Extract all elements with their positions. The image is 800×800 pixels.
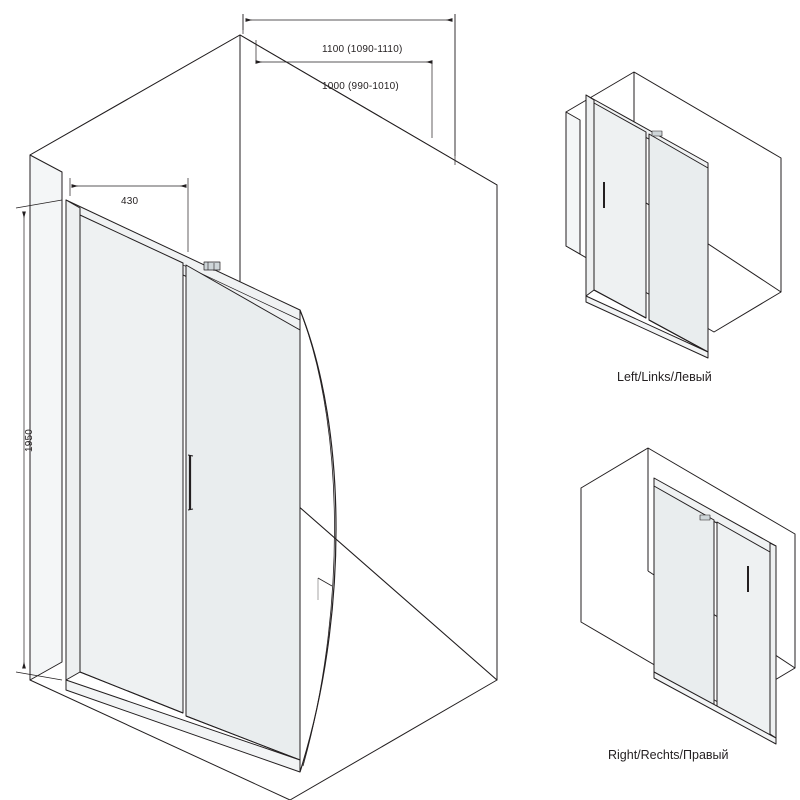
left-view-label: Left/Links/Левый [617, 370, 712, 384]
dimension-label-width-inner: 1000 (990-1010) [322, 81, 399, 92]
main-isometric-view [30, 35, 497, 800]
dimension-label-panel-width: 430 [121, 196, 139, 207]
dimension-label-height: 1950 [24, 428, 35, 452]
left-variant-view [566, 72, 781, 358]
right-view-label: Right/Rechts/Правый [608, 748, 729, 762]
dimension-label-width-outer: 1100 (1090-1110) [322, 44, 403, 55]
right-variant-view [581, 448, 795, 744]
